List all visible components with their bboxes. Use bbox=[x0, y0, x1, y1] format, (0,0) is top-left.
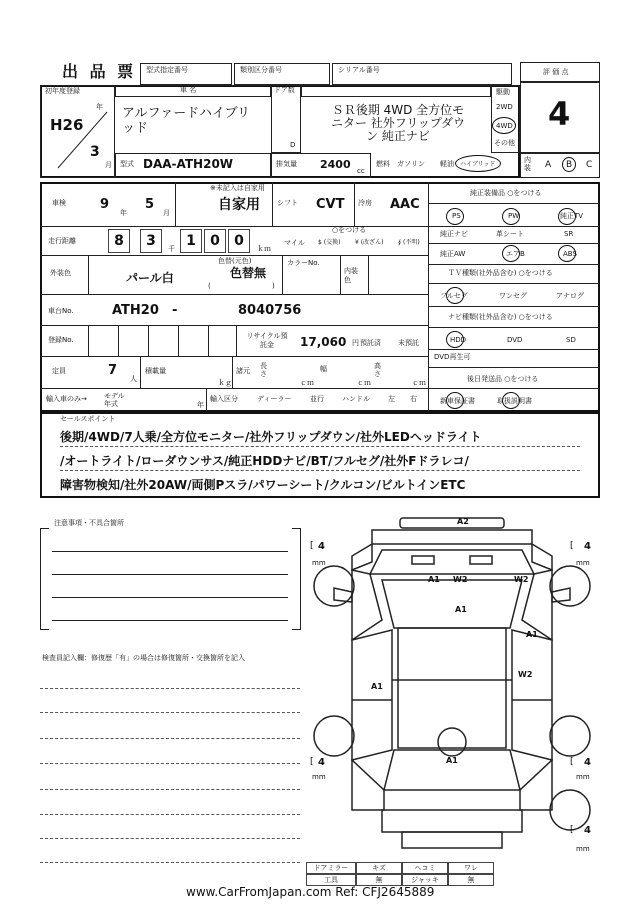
after-guarantee: 新車保証書 bbox=[440, 397, 475, 405]
exterior-label: 外装色 bbox=[50, 269, 71, 277]
tread-front-right: 4 bbox=[584, 541, 591, 552]
tread-front-left-unit: mm bbox=[312, 559, 326, 567]
type-value: DAA-ATH20W bbox=[143, 157, 234, 171]
equip-pw-circle bbox=[502, 208, 520, 225]
tread-rear-right-unit: mm bbox=[576, 773, 590, 781]
tread-rear-left-unit: mm bbox=[312, 773, 326, 781]
legend-jack-label: ジャッキ bbox=[402, 874, 448, 886]
damage-mark-a1-left-door: A1 bbox=[371, 682, 383, 691]
sales-line-1: 後期/4WD/7人乗/全方位モニター/社外フリップダウン/社外LEDヘッドライト bbox=[60, 430, 482, 444]
score-value: 4 bbox=[548, 95, 571, 133]
damage-mark-a1-hood-left: A1 bbox=[428, 575, 440, 584]
damage-mark-a1-right-door: A1 bbox=[526, 630, 538, 639]
equip-abs-circle bbox=[558, 245, 576, 262]
car-diagram bbox=[312, 510, 612, 900]
equip-std-aw: 純正AW bbox=[440, 250, 466, 258]
km-unit: ｋｍ bbox=[257, 245, 271, 253]
equip-ps-circle bbox=[446, 208, 464, 225]
grade-header bbox=[301, 85, 491, 97]
legend-header-mirror: ドアミラー bbox=[306, 862, 356, 874]
drive-2wd: 2WD bbox=[496, 103, 513, 111]
mileage-digit-4: 0 bbox=[204, 229, 226, 253]
tread-spare: 4 bbox=[584, 825, 591, 836]
exterior-color: パール白 bbox=[126, 271, 174, 285]
equip-pw: PW bbox=[508, 212, 520, 220]
circle-note: ○をつける bbox=[332, 226, 367, 234]
width-cm: ｃｍ bbox=[357, 379, 371, 387]
tampered-option: ¥ (改ざん) bbox=[355, 239, 384, 246]
equip-leather: 革シート bbox=[496, 230, 524, 238]
spec-label: 諸元 bbox=[236, 367, 250, 375]
category-label: 類別区分番号 bbox=[240, 66, 282, 74]
person-unit: 人 bbox=[130, 375, 137, 383]
interior-a: A bbox=[545, 160, 552, 170]
ac-label: 冷房 bbox=[358, 199, 372, 207]
type-label: 型式 bbox=[120, 160, 134, 168]
score-label: 評 価 点 bbox=[543, 68, 569, 76]
damage-mark-w2-windshield: W2 bbox=[453, 575, 468, 584]
capacity-value: 7 bbox=[108, 363, 118, 378]
inspection-year-unit: 年 bbox=[120, 209, 127, 217]
cc-unit: cc bbox=[357, 167, 365, 175]
legend-header-crack: ワレ bbox=[448, 862, 494, 874]
height-label: 高さ bbox=[374, 362, 381, 378]
equip-sr: SR bbox=[564, 230, 574, 238]
exchange-option: $ (交換) bbox=[318, 239, 341, 246]
equip-std-navi: 純正ナビ bbox=[440, 230, 468, 238]
damage-mark-a2: A2 bbox=[457, 517, 469, 526]
model-year-label: モデル年式 bbox=[104, 392, 125, 408]
equip-ps: PS bbox=[452, 212, 461, 220]
damage-mark-w2-rear: W2 bbox=[518, 670, 533, 679]
shift-value: CVT bbox=[316, 197, 345, 212]
tread-rear-right: 4 bbox=[584, 757, 591, 768]
tv-title: ＴＶ種類(社外品含む) ○をつける bbox=[448, 269, 553, 277]
mileage-digit-1: 8 bbox=[108, 229, 130, 253]
mileage-label: 走行距離 bbox=[48, 237, 76, 245]
mile-label: マイル bbox=[284, 239, 305, 247]
door-cell bbox=[271, 85, 301, 153]
sales-label: セールスポイント bbox=[60, 415, 116, 423]
sales-line-2: /オートライト/ローダウンサス/純正HDDナビ/BT/フルセグ/社外Fドラレコ/ bbox=[60, 454, 469, 468]
door-label: ドア数 bbox=[274, 86, 295, 94]
inspection-label: 車検 bbox=[52, 199, 66, 207]
inspector-label: 検査員記入欄：修復歴「有」の場合は修復箇所・交換箇所を記入 bbox=[42, 654, 245, 662]
fuel-gasoline: ガソリン bbox=[397, 160, 425, 168]
handle-right: 右 bbox=[410, 395, 417, 403]
tv-fullseg-circle bbox=[446, 287, 464, 304]
month-unit: 月 bbox=[105, 161, 112, 169]
dvd-player: DVD再生可 bbox=[434, 353, 471, 361]
kg-unit: ｋｇ bbox=[218, 379, 232, 387]
tv-analog: アナログ bbox=[556, 292, 584, 300]
manual-circle bbox=[502, 392, 520, 409]
unknown-option: ∮ (不明) bbox=[398, 239, 420, 246]
fuel-diesel: 軽油 bbox=[440, 160, 454, 168]
mileage-digit-5: 0 bbox=[228, 229, 250, 253]
recycle-unpaid: 未預託 bbox=[398, 339, 419, 347]
damage-mark-w2-right: W2 bbox=[514, 575, 529, 584]
door-d: D bbox=[290, 141, 296, 149]
navi-sd: SD bbox=[566, 336, 576, 344]
diagonal-line bbox=[55, 110, 110, 170]
interior-c: C bbox=[586, 160, 593, 170]
color-change-value: 色替無 bbox=[230, 266, 267, 280]
after-title: 後日発送品 ○をつける bbox=[467, 375, 539, 383]
equip-tv-circle bbox=[558, 208, 576, 225]
tv-oneseg: ワンセグ bbox=[499, 292, 527, 300]
equip-airbag: エアB bbox=[506, 250, 525, 258]
interior-color-label: 内装色 bbox=[344, 267, 358, 284]
year-unit: 年 bbox=[96, 103, 103, 111]
drive-label: 駆動 bbox=[496, 88, 510, 96]
displacement-label: 排気量 bbox=[276, 160, 297, 168]
grade-text: ＳＲ後期 4WD 全方位モニター 社外フリップダウン 純正ナビ bbox=[330, 103, 465, 143]
fuel-hybrid-circle bbox=[455, 155, 501, 172]
damage-mark-a1-rear: A1 bbox=[446, 756, 458, 765]
car-name: アルファードハイブリッド bbox=[122, 106, 251, 136]
std-equip-title: 純正装備品 ○をつける bbox=[470, 189, 542, 197]
shift-label: シフト bbox=[277, 199, 298, 207]
drive-4wd: 4WD bbox=[496, 122, 513, 130]
interior-b: B bbox=[566, 160, 573, 170]
width-label: 幅 bbox=[320, 365, 327, 373]
mileage-digit-2: 3 bbox=[140, 229, 162, 253]
chassis-label: 車台No. bbox=[48, 307, 74, 315]
drive-4wd-circle bbox=[492, 117, 516, 134]
recycle-unit: 円 bbox=[352, 339, 359, 347]
equip-abs: ABS bbox=[563, 250, 577, 258]
inspection-month: 5 bbox=[145, 197, 155, 212]
import-label: 輸入車のみ→ bbox=[46, 395, 87, 403]
caution-label: 注意事項・不具合箇所 bbox=[54, 519, 124, 527]
first-reg-year: H26 bbox=[50, 116, 84, 134]
navi-hdd-circle bbox=[446, 331, 467, 348]
legend-tools-value: 無 bbox=[356, 874, 402, 886]
import-parallel: 並行 bbox=[310, 395, 324, 403]
fuel-hybrid: ハイブリッド bbox=[460, 161, 496, 168]
car-name-label: 車 名 bbox=[180, 86, 197, 94]
thousand-unit: 千 bbox=[168, 245, 175, 253]
tread-front-right-unit: mm bbox=[576, 559, 590, 567]
first-reg-label: 初年度登録 bbox=[45, 87, 80, 95]
inspection-month-unit: 月 bbox=[163, 209, 170, 217]
inspection-year: 9 bbox=[100, 197, 110, 212]
guarantee-circle bbox=[446, 392, 464, 409]
ac-value: AAC bbox=[390, 197, 420, 212]
recycle-paid: 預託済 bbox=[360, 339, 381, 347]
navi-dvd: DVD bbox=[507, 336, 523, 344]
watermark: www.CarFromJapan.com Ref: CFJ2645889 bbox=[186, 885, 435, 899]
legend-jack-value: 無 bbox=[448, 874, 494, 886]
length-label: 長さ bbox=[260, 362, 267, 378]
legend-tools-label: 工具 bbox=[306, 874, 356, 886]
mileage-digit-3: 1 bbox=[180, 229, 202, 253]
interior-b-circle bbox=[562, 157, 576, 172]
color-change-label: 色替(元色) bbox=[218, 257, 252, 265]
chassis-number: 8040756 bbox=[238, 303, 302, 318]
tread-rear-left: 4 bbox=[318, 757, 325, 768]
import-category-label: 輸入区分 bbox=[210, 395, 238, 403]
damage-mark-a1-roof: A1 bbox=[455, 605, 467, 614]
chassis-dash: - bbox=[172, 303, 178, 318]
interior-label: 内装 bbox=[524, 156, 531, 172]
sales-line-3: 障害物検知/社外20AW/両側Pスラ/パワーシート/クルコン/ビルトインETC bbox=[60, 478, 466, 492]
displacement-value: 2400 bbox=[320, 158, 351, 171]
height-cm: ｃｍ bbox=[412, 379, 426, 387]
form-title: 出 品 票 bbox=[62, 62, 137, 81]
serial-label: シリアル番号 bbox=[338, 66, 380, 74]
use-note: ※未記入は自家用 bbox=[210, 184, 265, 192]
import-dealer: ディーラー bbox=[257, 395, 292, 403]
color-no-label: カラーNo. bbox=[287, 259, 320, 267]
equip-airbag-circle bbox=[502, 245, 520, 262]
registration-no-label: 登録No. bbox=[48, 336, 74, 344]
model-year-suffix: 年 bbox=[197, 401, 204, 409]
drive-other: その他 bbox=[494, 139, 515, 147]
equip-std-tv: 純正TV bbox=[560, 212, 584, 220]
use-value: 自家用 bbox=[218, 197, 260, 213]
recycle-label: リサイクル預託金 bbox=[246, 332, 288, 349]
recycle-value: 17,060 bbox=[300, 335, 347, 349]
model-code-label: 型式指定番号 bbox=[146, 66, 188, 74]
length-cm: ｃｍ bbox=[300, 379, 314, 387]
after-manual: 取扱説明書 bbox=[497, 397, 532, 405]
tread-front-left: 4 bbox=[318, 541, 325, 552]
handle-left: 左 bbox=[388, 395, 395, 403]
navi-title: ナビ種類(社外品含む) ○をつける bbox=[448, 313, 553, 321]
fuel-label: 燃料 bbox=[376, 160, 390, 168]
capacity-label: 定員 bbox=[52, 367, 66, 375]
navi-hdd: HDD bbox=[450, 336, 467, 344]
first-reg-month: 3 bbox=[90, 144, 100, 160]
tv-fullseg: フルセグ bbox=[440, 292, 468, 300]
legend-header-dent: ヘコミ bbox=[402, 862, 448, 874]
handle-label: ハンドル bbox=[342, 395, 370, 403]
load-label: 積載量 bbox=[145, 367, 166, 375]
chassis-prefix: ATH20 bbox=[112, 303, 159, 318]
tread-spare-unit: mm bbox=[576, 845, 590, 853]
legend-header-scratch: キズ bbox=[356, 862, 402, 874]
